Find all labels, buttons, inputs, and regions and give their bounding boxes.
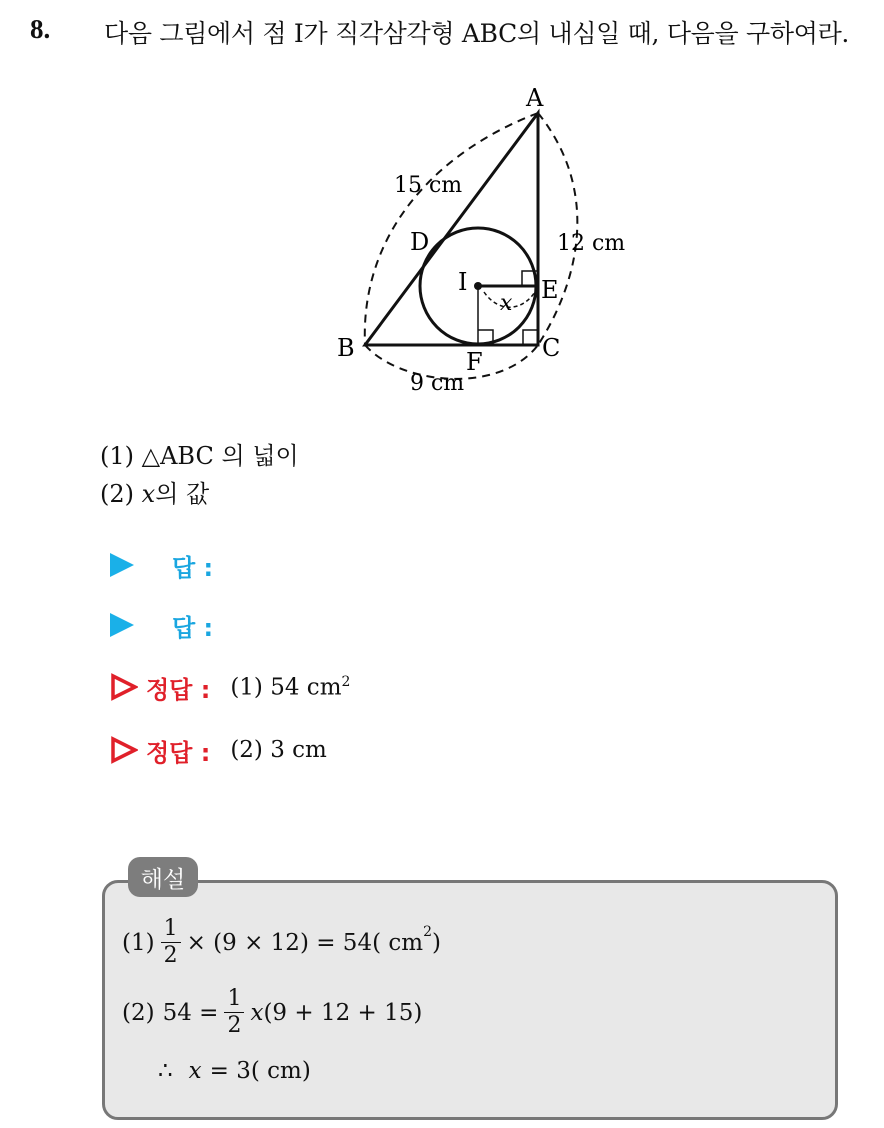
label-ab-length: 15 cm: [394, 173, 463, 198]
solution-line-2-var: x: [250, 999, 264, 1026]
label-bc-length: 9 cm: [410, 371, 465, 396]
solution-line-2: [122, 988, 422, 1037]
correct-answer-1-text: 54 cm: [270, 674, 342, 701]
solution-line-2-lhs: 54 =: [162, 999, 219, 1026]
solution-line-1-sup: 2: [423, 924, 432, 940]
label-i: I: [458, 268, 468, 296]
subquestion-2-text: 의 값: [155, 480, 210, 508]
subquestion-2: [100, 474, 209, 509]
fraction-numerator: 1: [161, 918, 181, 943]
answer-label: 답 :: [172, 613, 214, 642]
label-c: C: [542, 334, 561, 362]
correct-answer-1: [110, 667, 350, 707]
outline-arrow-icon: [110, 673, 138, 701]
label-d: D: [410, 228, 430, 256]
label-b: B: [337, 334, 355, 362]
solution-line-2-num: (2): [122, 999, 155, 1026]
correct-answer-1-num: (1): [230, 674, 263, 701]
answer-blank-1[interactable]: [110, 545, 213, 585]
answer-blank-2[interactable]: [110, 605, 213, 645]
subquestion-2-var: x: [141, 480, 156, 508]
label-e: E: [541, 276, 559, 304]
correct-answer-1-value: [230, 674, 350, 701]
fraction-numerator: 1: [224, 988, 244, 1013]
correct-answer-2: [110, 730, 327, 770]
solution-line-1-close: ): [431, 929, 441, 956]
incenter-dot: [474, 282, 482, 290]
solution-line-2-expr: (9 + 12 + 15): [263, 999, 423, 1026]
solution-line-1: [122, 918, 441, 967]
correct-label: 정답 :: [146, 738, 211, 767]
label-a: A: [526, 84, 544, 112]
label-ac-length: 12 cm: [557, 231, 626, 256]
fraction-denominator: 2: [227, 1013, 242, 1038]
label-x: x: [500, 291, 513, 316]
play-arrow-icon: [110, 553, 134, 577]
answer-label: 답 :: [172, 553, 214, 582]
triangle-figure: [330, 80, 640, 400]
correct-answer-2-value: [230, 737, 327, 763]
subquestion-1: [100, 436, 299, 471]
correct-answer-2-text: 3 cm: [270, 737, 327, 763]
subquestion-1-num: (1): [100, 442, 134, 470]
solution-line-3-expr: = 3( cm): [209, 1058, 311, 1084]
outline-arrow-icon: [110, 736, 138, 764]
play-arrow-icon: [110, 613, 134, 637]
subquestion-1-text: △ABC 의 넓이: [141, 442, 299, 470]
correct-label: 정답 :: [146, 675, 211, 704]
fraction: [161, 918, 181, 967]
fraction-denominator: 2: [163, 943, 178, 968]
correct-answer-1-sup: 2: [341, 673, 351, 690]
question-number: 8.: [30, 14, 51, 44]
solution-line-3: [158, 1058, 311, 1084]
question-text: 다음 그림에서 점 I가 직각삼각형 ABC의 내심일 때, 다음을 구하여라.: [104, 19, 850, 48]
arc-ac: [538, 113, 577, 345]
label-f: F: [466, 348, 483, 376]
solution-line-1-num: (1): [122, 929, 155, 956]
solution-line-1-expr: × (9 × 12) = 54( cm: [186, 929, 424, 956]
correct-answer-2-num: (2): [230, 737, 263, 763]
therefore-symbol: ∴: [158, 1058, 173, 1084]
right-angle-c: [523, 330, 538, 345]
subquestion-2-num: (2): [100, 480, 134, 508]
solution-tag: 해설: [128, 857, 198, 897]
solution-line-3-var: x: [188, 1058, 202, 1084]
fraction: [224, 988, 244, 1037]
